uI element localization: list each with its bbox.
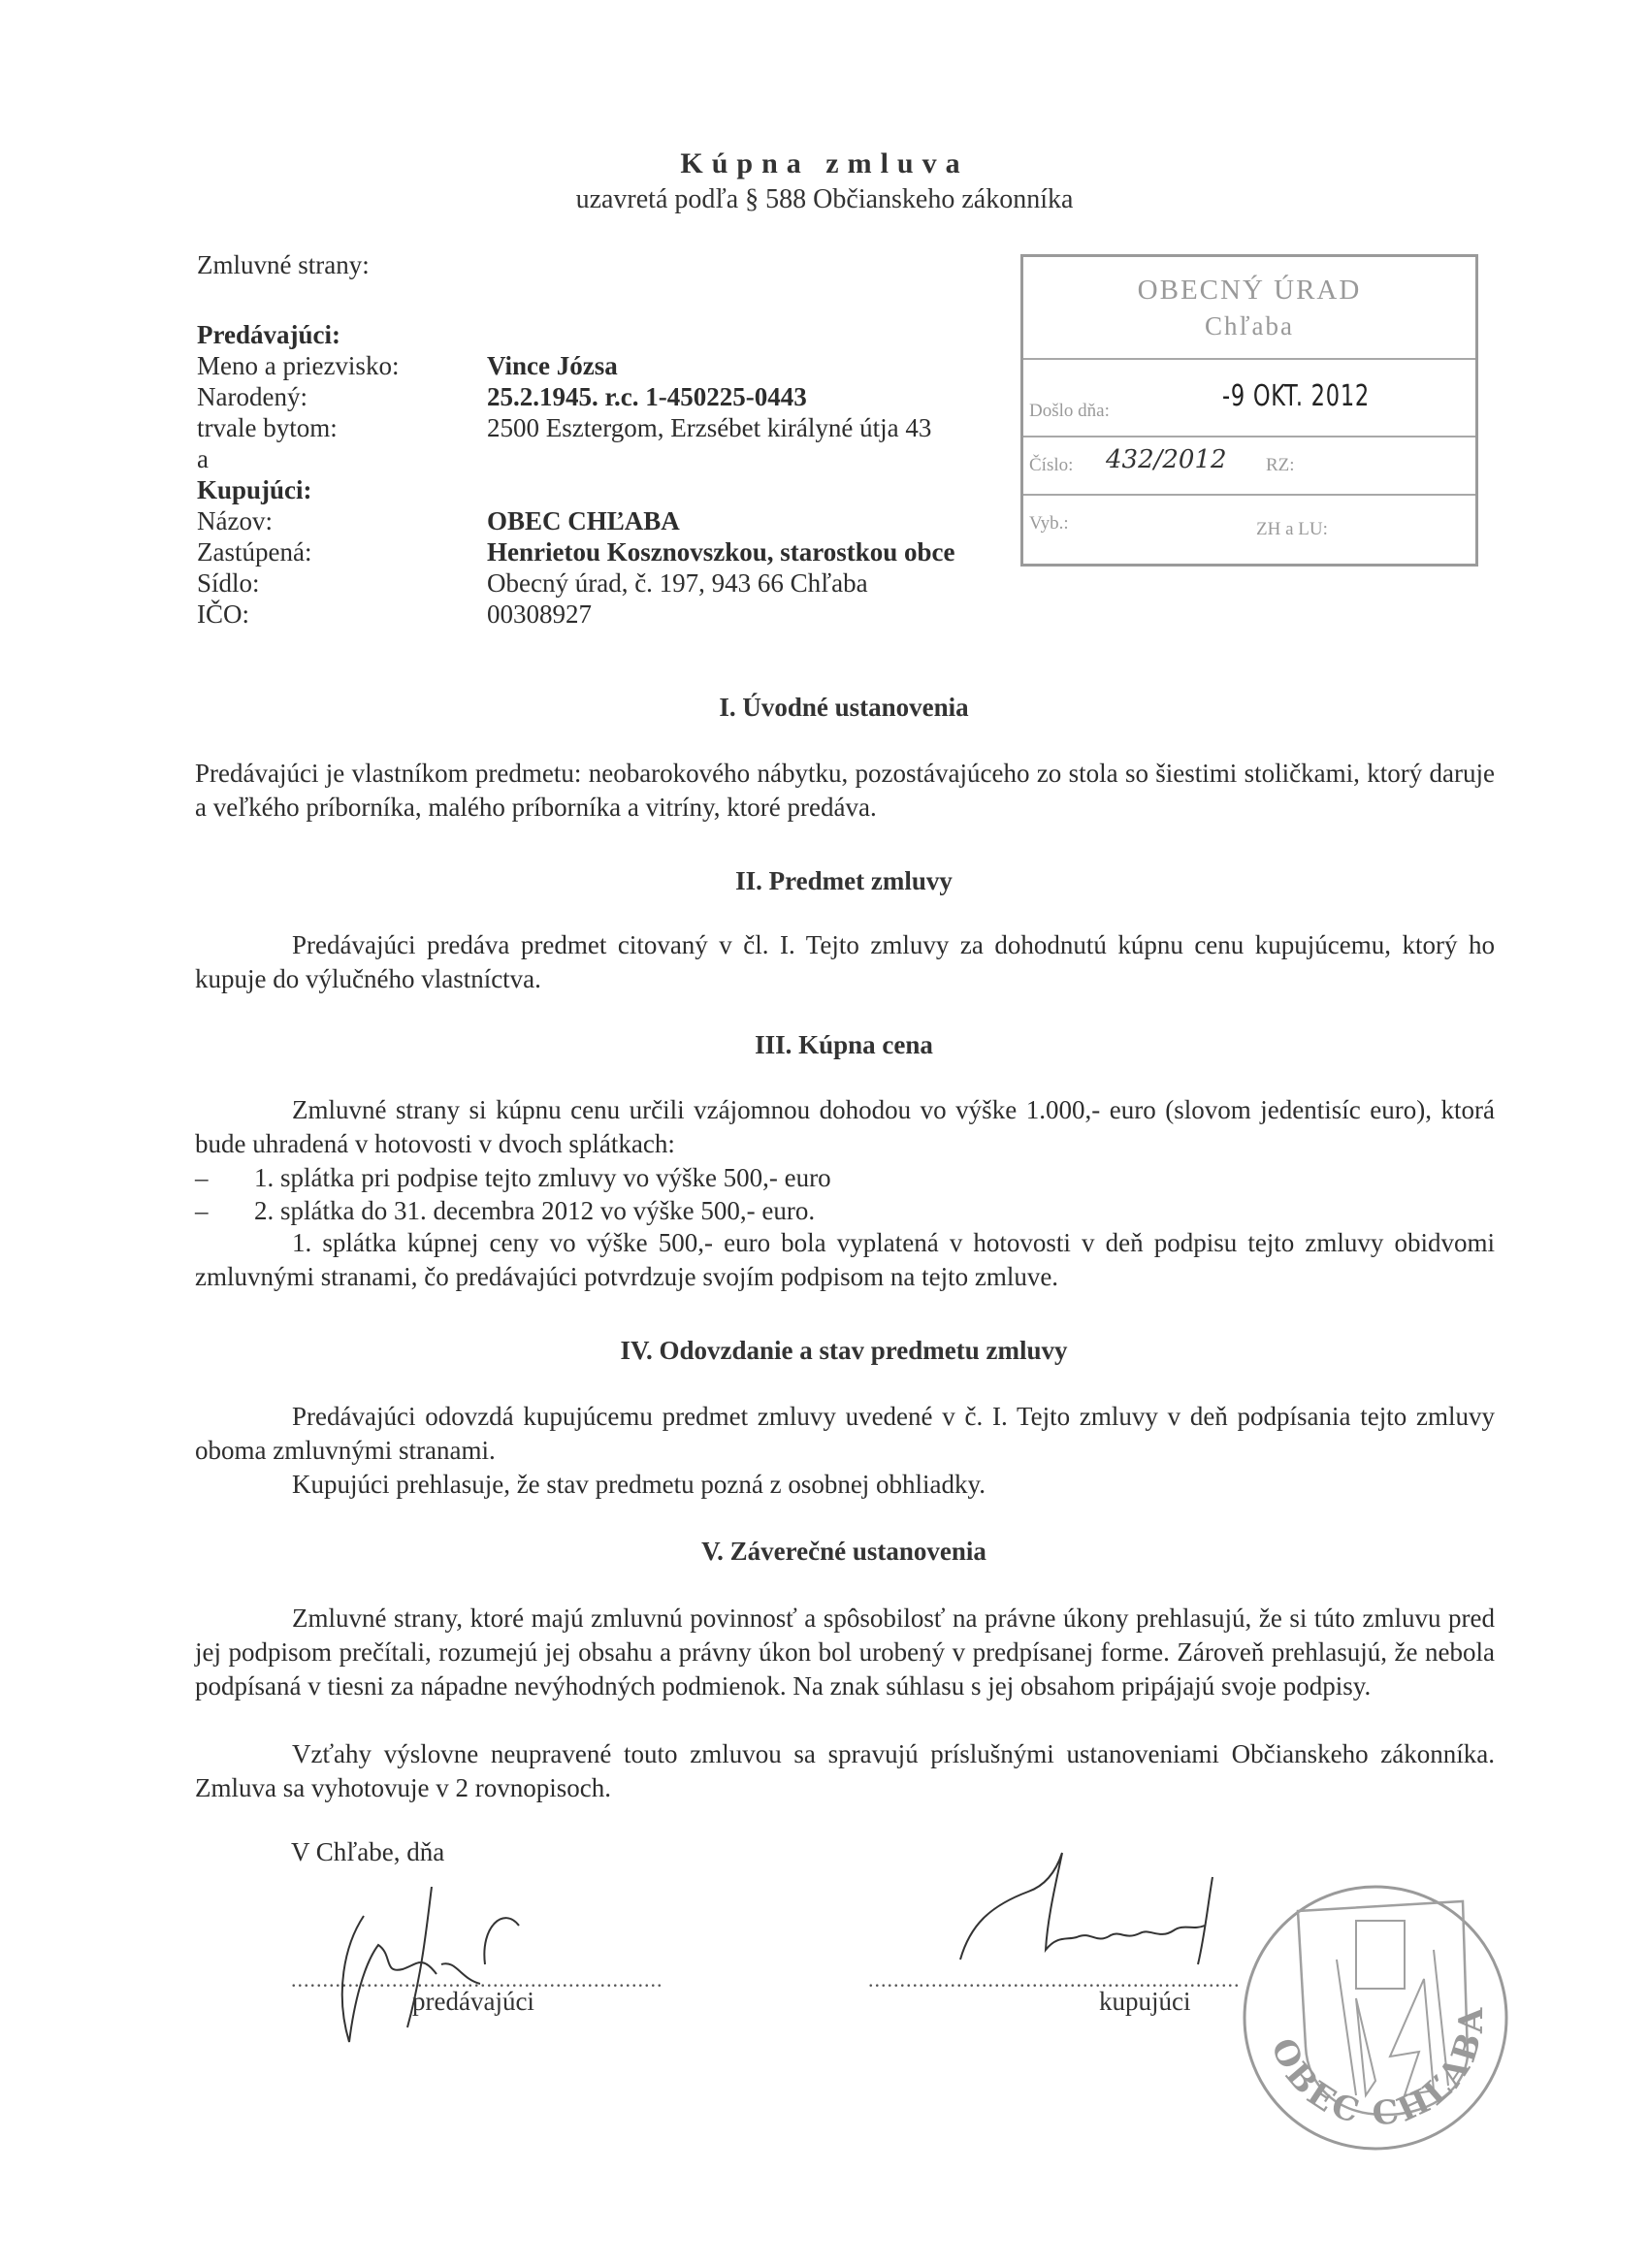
buyer-signature-icon	[951, 1848, 1232, 1974]
section-4-text-1: Predávajúci odovzdá kupujúcemu predmet zmluvy uvedené v č. I. Tejto zmluvy v deň podpísania tejto zmluvy oboma zmluvnými stranami.	[195, 1402, 1495, 1465]
buyer-heading: Kupujúci:	[197, 475, 312, 504]
section-3-closing: 1. splátka kúpnej ceny vo výške 500,- euro bola vyplatená v hotovosti v deň podpisu tejto zmluvy obidvomi zmluvnými stranami, čo predávajúci potvrdzuje svojím podpisom na tejto zmluve.	[195, 1228, 1495, 1291]
section-5-text-1: Zmluvné strany, ktoré majú zmluvnú povinnosť a spôsobilosť na právne úkony prehlasujú, že si túto zmluvu pred jej podpisom prečítali, rozumejú jej obsahu a právny úkon bol urobený v predpísanej forme. Zároveň prehlasujú, že nebola podpísaná v tiesni za nápadne nevýhodných podmienok. Na znak súhlasu s jej obsahom pripájajú svoje podpisy.	[195, 1604, 1495, 1701]
document-title: Kúpna zmluva	[680, 147, 969, 179]
stamp-office: OBECNÝ ÚRAD	[1137, 275, 1362, 306]
buyer-representative-label: Zastúpená:	[197, 537, 312, 567]
document-subtitle: uzavretá podľa § 588 Občianskeho zákonníka	[575, 184, 1074, 214]
stamp-village: Chľaba	[1205, 311, 1294, 340]
installment-marker-2: –	[195, 1196, 209, 1225]
registry-stamp	[1020, 254, 1478, 567]
municipal-seal-icon	[1230, 1872, 1521, 2163]
stamp-number-label: Číslo:	[1029, 455, 1074, 475]
buyer-representative-value: Henrietou Kosznovszkou, starostkou obce	[487, 537, 955, 567]
seal-text: OBEC CHĽABA	[1262, 2003, 1492, 2134]
stamp-received-date: -9 OKT. 2012	[1222, 379, 1370, 413]
buyer-signature-label: kupujúci	[1099, 1987, 1191, 2016]
svg-text:OBEC CHĽABA	[1263, 2003, 1491, 2134]
buyer-name-label: Názov:	[197, 506, 273, 535]
buyer-seat-value: Obecný úrad, č. 197, 943 66 Chľaba	[487, 568, 868, 598]
seller-signature-icon	[325, 1887, 558, 2052]
section-5-text-2: Vzťahy výslovne neupravené touto zmluvou sa spravujú príslušnými ustanoveniami Občianskeho zákonníka. Zmluva sa vyhotovuje v 2 rovnopisoch.	[195, 1739, 1495, 1802]
section-3-text: Zmluvné strany si kúpnu cenu určili vzájomnou dohodou vo výške 1.000,- euro (slovom jedentisíc euro), ktorá bude uhradená v hotovosti v dvoch splátkach:	[195, 1095, 1495, 1158]
installment-marker-1: –	[195, 1163, 209, 1192]
stamp-rz-label: RZ:	[1266, 455, 1295, 475]
parties-conjunction: a	[197, 444, 209, 473]
seller-signature-line: ...........................................................	[291, 1967, 663, 1992]
seller-signature-label: predávajúci	[412, 1987, 534, 2016]
parties-intro: Zmluvné strany:	[197, 250, 370, 279]
buyer-ico-label: IČO:	[197, 599, 249, 629]
section-2-text: Predávajúci predáva predmet citovaný v čl. I. Tejto zmluvy za dohodnutú kúpnu cenu kupujúcemu, ktorý ho kupuje do výlučného vlastníctva.	[195, 930, 1495, 993]
buyer-ico-value: 00308927	[487, 599, 592, 629]
installment-2: 2. splátka do 31. decembra 2012 vo výške 500,- euro.	[254, 1196, 816, 1225]
buyer-seat-label: Sídlo:	[197, 568, 260, 598]
place-date: V Chľabe, dňa	[291, 1837, 445, 1866]
seller-name-value: Vince Józsa	[487, 351, 618, 380]
buyer-signature-line: ...........................................................	[868, 1967, 1241, 1992]
buyer-name-value: OBEC CHĽABA	[487, 506, 680, 535]
seller-born-value: 25.2.1945. r.c. 1-450225-0443	[487, 382, 807, 411]
section-5-heading: V. Záverečné ustanovenia	[701, 1537, 986, 1566]
section-4-text-2: Kupujúci prehlasuje, že stav predmetu pozná z osobnej obhliadky.	[292, 1470, 986, 1499]
seller-heading: Predávajúci:	[197, 320, 340, 349]
seller-born-label: Narodený:	[197, 382, 307, 411]
stamp-zh-label: ZH a LU:	[1256, 519, 1328, 539]
section-3-heading: III. Kúpna cena	[755, 1030, 933, 1059]
installment-1: 1. splátka pri podpise tejto zmluvy vo výške 500,- euro	[254, 1163, 831, 1192]
seller-address-label: trvale bytom:	[197, 413, 338, 442]
section-1-text: Predávajúci je vlastníkom predmetu: neobarokového nábytku, pozostávajúceho zo stola so šiestimi stoličkami, ktorý daruje a veľkého príborníka, malého príborníka a vitríny, ktoré predáva.	[195, 759, 1495, 822]
section-2-heading: II. Predmet zmluvy	[735, 866, 953, 895]
seller-address-value: 2500 Esztergom, Erzsébet királyné útja 43	[487, 413, 932, 442]
stamp-vyb-label: Vyb.:	[1029, 513, 1069, 534]
section-4-heading: IV. Odovzdanie a stav predmetu zmluvy	[620, 1336, 1068, 1365]
seller-name-label: Meno a priezvisko:	[197, 351, 400, 380]
stamp-received-label: Došlo dňa:	[1029, 401, 1110, 421]
stamp-number-handwritten: 432/2012	[1106, 445, 1227, 474]
section-1-heading: I. Úvodné ustanovenia	[719, 693, 969, 722]
